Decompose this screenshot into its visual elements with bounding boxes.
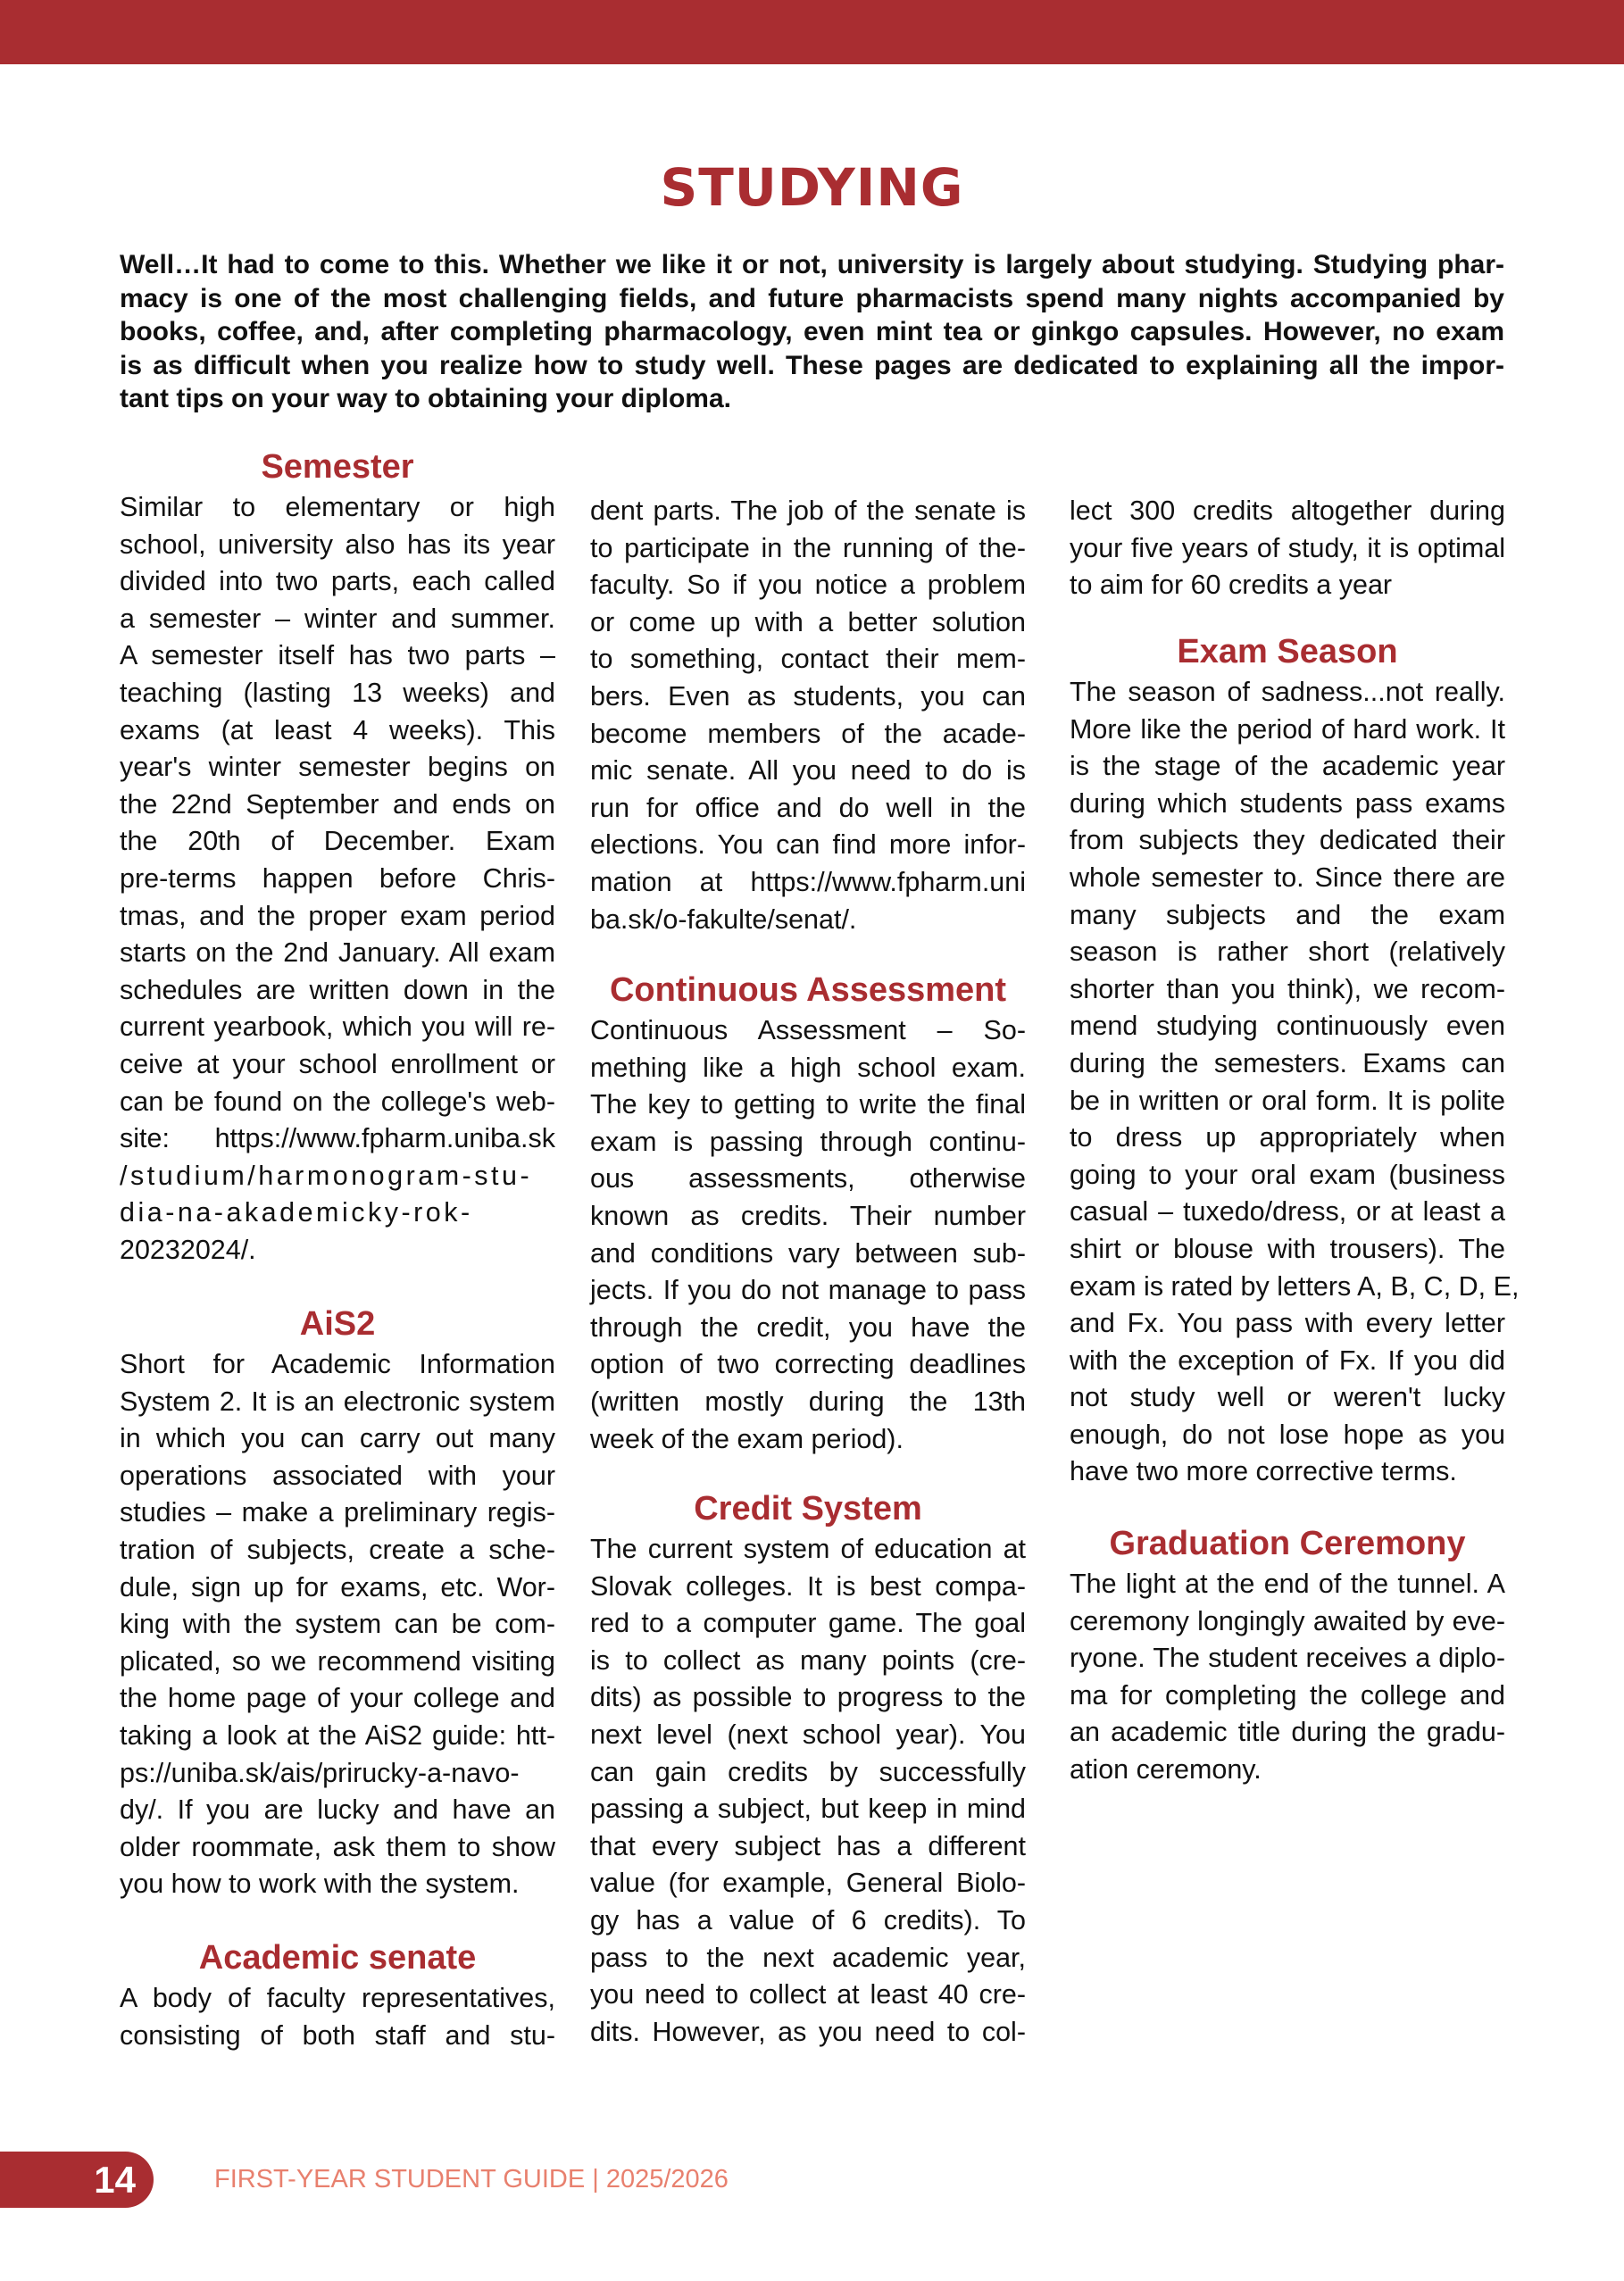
text-line: enough, do not lose hope as you [1070,1419,1505,1450]
text-line: faculty. So if you notice a problem [590,570,1026,601]
text-line: become members of the acade- [590,718,1026,749]
text-line: with the exception of Fx. If you did [1070,1344,1505,1376]
text-line: that every subject has a different [590,1830,1026,1861]
text-line: site: https://www.fpharm.uniba.sk [120,1123,555,1154]
text-line: The current system of education at [590,1534,1026,1564]
text-line: can be found on the college's web- [120,1086,555,1117]
section-body [1070,674,1520,1491]
text-line: casual – tuxedo/dress, or at least a [1070,1196,1505,1228]
text-line: divided into two parts, each called [120,566,555,597]
text-line: pass to the next academic year, [590,1942,1026,1973]
page-title: STUDYING [660,157,964,218]
text-line: season is rather short (relatively [1070,937,1505,968]
text-line: System 2. It is an electronic system [120,1386,555,1417]
text-line: exam is passing through continu- [590,1126,1026,1157]
text-line: and conditions vary between sub- [590,1237,1026,1269]
text-line: teaching (lasting 13 weeks) and [120,677,555,708]
text-line: ceive at your school enrollment or [120,1048,555,1079]
text-line: many subjects and the exam [1070,899,1505,930]
text-line: ation ceremony. [1070,1753,1262,1785]
text-line: jects. If you do not manage to pass [590,1275,1026,1306]
text-line: from subjects they dedicated their [1070,825,1505,856]
text-line: macy is one of the most challenging fields, and future pharmacists spend many nights accompanied by [120,283,1504,313]
text-line: next level (next school year). You [590,1719,1026,1750]
text-line: dia-na-akademicky-rok- [120,1197,473,1228]
text-line: your five years of study, it is optimal [1070,532,1505,563]
text-line: have two more corrective terms. [1070,1456,1457,1487]
text-line: passing a subject, but keep in mind [590,1794,1026,1825]
text-line: ma for completing the college and [1070,1679,1505,1711]
text-line: consisting of both staff and stu- [120,2019,555,2051]
section-heading: Exam Season [1177,633,1398,670]
text-line: elections. You can find more infor- [590,829,1026,861]
text-line: whole semester to. Since there are [1070,862,1505,893]
text-line: pre-terms happen before Chris- [120,862,555,894]
text-line: schedules are written down in the [120,974,555,1005]
text-line: ps://uniba.sk/ais/prirucky-a-navo- [120,1757,520,1788]
text-line: to participate in the running of the- [590,532,1026,563]
section-body [1070,493,1505,604]
section-credit-system [590,1488,1026,2051]
text-line: The light at the end of the tunnel. A [1070,1569,1505,1599]
section-body [590,1531,1026,2051]
text-line: value (for example, General Biolo- [590,1868,1026,1899]
text-line: to dress up appropriately when [1070,1122,1505,1153]
text-line: A body of faculty representatives, [120,1983,555,2013]
section-ais2 [120,1303,555,1903]
text-line: mic senate. All you need to do is [590,755,1026,787]
text-line: exam is rated by letters A, B, C, D, E, [1070,1270,1520,1302]
text-line: starts on the 2nd January. All exam [120,937,555,969]
text-line: Short for Academic Information [120,1349,555,1379]
text-line: 20232024/. [120,1234,256,1265]
section-body [590,1012,1026,1458]
text-line: week of the exam period). [590,1423,904,1454]
text-line: operations associated with your [120,1460,555,1491]
text-line: an academic title during the gradu- [1070,1717,1505,1748]
text-line: option of two correcting deadlines [590,1349,1026,1380]
text-line: books, coffee, and, after completing pharmacology, even mint tea or ginkgo capsules. However, no exam [120,317,1504,346]
text-line: can gain credits by successfully [590,1756,1026,1787]
text-line: the 22nd September and ends on [120,788,555,820]
text-line: tmas, and the proper exam period [120,900,555,931]
section-academic-senate [120,1937,555,2054]
section-semester [120,446,555,1269]
section-heading: AiS2 [299,1305,376,1343]
header-bar [0,0,1624,64]
page-number: 14 [94,2159,136,2201]
text-line: Slovak colleges. It is best compa- [590,1570,1026,1602]
text-line: dule, sign up for exams, etc. Wor- [120,1571,555,1603]
text-line: The season of sadness...not really. [1070,677,1505,707]
text-line: The key to getting to write the final [590,1089,1026,1120]
text-line: is as difficult when you realize how to study well. These pages are dedicated to explaining all the impor- [120,350,1504,380]
text-line: mation at https://www.fpharm.uni [590,866,1026,897]
text-line: or come up with a better solution [590,606,1026,637]
text-line: older roommate, ask them to show [120,1831,555,1862]
text-line: to something, contact their mem- [590,644,1026,675]
text-line: you need to collect at least 40 cre- [590,1979,1026,2010]
text-line: dits) as possible to progress to the [590,1682,1026,1713]
text-line: during which students pass exams [1070,787,1505,819]
text-line: tant tips on your way to obtaining your diploma. [120,384,732,413]
text-line: Continuous Assessment – So- [590,1015,1026,1045]
text-line: /studium/harmonogram-stu- [120,1160,533,1191]
text-line: tration of subjects, create a sche- [120,1534,555,1565]
text-line: gy has a value of 6 credits). To [590,1904,1026,1936]
section-body [120,1346,555,1903]
text-line: exams (at least 4 weeks). This [120,714,555,745]
text-line: the 20th of December. Exam [120,826,555,857]
section-continuous-assessment [590,970,1026,1458]
text-line: dent parts. The job of the senate is [590,495,1026,526]
text-line: through the credit, you have the [590,1311,1026,1343]
text-line: school, university also has its year [120,529,555,560]
text-line: A semester itself has two parts – [120,640,555,671]
text-line: current yearbook, which you will re- [120,1011,555,1043]
text-line: and Fx. You pass with every letter [1070,1308,1505,1339]
text-line: a semester – winter and summer. [120,603,555,634]
text-line: dits. However, as you need to col- [590,2016,1026,2047]
text-line: (written mostly during the 13th [590,1386,1026,1417]
text-line: in which you can carry out many [120,1423,555,1454]
text-line: mething like a high school exam. [590,1052,1026,1083]
text-line: shorter than you think), we recom- [1070,973,1505,1004]
section-heading: Graduation Ceremony [1109,1525,1466,1562]
text-line: run for office and do well in the [590,792,1026,823]
section-heading: Semester [261,448,414,486]
text-line: shirt or blouse with trousers). The [1070,1233,1505,1264]
section-body [590,493,1026,938]
text-line: Well…It had to come to this. Whether we like it or not, university is largely about studying. Studying phar- [120,250,1504,279]
text-line: known as credits. Their number [590,1200,1026,1231]
footer-guide-title: FIRST-YEAR STUDENT GUIDE | 2025/2026 [214,2165,729,2194]
text-line: year's winter semester begins on [120,752,555,783]
text-line: ba.sk/o-fakulte/senat/. [590,903,857,935]
text-line: bers. Even as students, you can [590,680,1026,712]
text-line: you how to work with the system. [120,1869,520,1900]
text-line: mend studying continuously even [1070,1011,1505,1042]
text-line: is the stage of the academic year [1070,751,1505,782]
text-line: red to a computer game. The goal [590,1608,1026,1639]
text-line: going to your oral exam (business [1070,1159,1505,1190]
text-line: to aim for 60 credits a year [1070,570,1393,601]
text-line: king with the system can be com- [120,1609,555,1640]
text-line: lect 300 credits altogether during [1070,495,1505,526]
section-heading: Academic senate [198,1939,477,1977]
text-line: ous assessments, otherwise [590,1163,1026,1195]
section-graduation-ceremony [1070,1523,1505,1789]
text-line: the home page of your college and [120,1683,555,1714]
section-heading: Continuous Assessment [609,971,1007,1009]
text-line: plicated, so we recommend visiting [120,1645,555,1677]
section-body [120,1980,555,2054]
text-line: Similar to elementary or high [120,492,555,522]
text-line: More like the period of hard work. It [1070,713,1505,745]
section-exam-season [1070,631,1520,1491]
intro-paragraph [120,248,1504,416]
text-line: studies – make a preliminary regis- [120,1497,555,1528]
section-heading: Credit System [694,1490,922,1528]
section-academic-senate-continued [590,493,1026,938]
section-body [1070,1566,1505,1789]
section-credit-system-continued [1070,493,1505,604]
text-line: is to collect as many points (cre- [590,1644,1026,1676]
text-line: ceremony longingly awaited by eve- [1070,1605,1505,1636]
text-line: be in written or oral form. It is polite [1070,1085,1505,1116]
text-line: during the semesters. Exams can [1070,1047,1505,1078]
text-line: not study well or weren't lucky [1070,1382,1505,1413]
text-line: taking a look at the AiS2 guide: htt- [120,1719,555,1751]
text-line: dy/. If you are lucky and have an [120,1794,555,1826]
section-body [120,489,555,1269]
page-number-tab [0,2152,154,2208]
text-line: ryone. The student receives a diplo- [1070,1643,1505,1674]
